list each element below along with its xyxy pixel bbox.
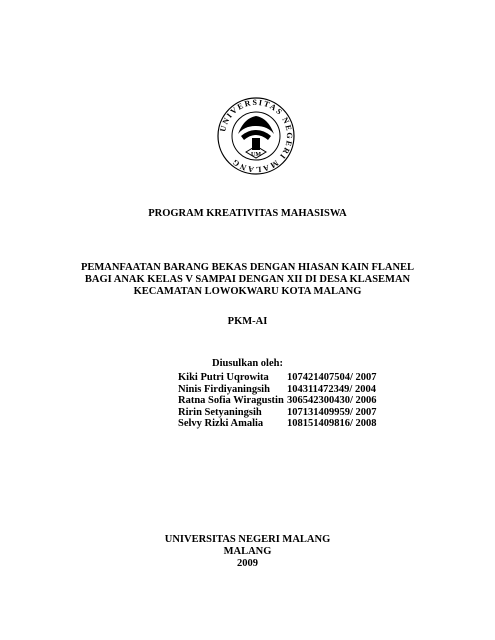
member-name: Ririn Setyaningsih (178, 406, 262, 418)
member-id: 104311472349/ 2004 (287, 383, 376, 395)
year: 2009 (237, 558, 258, 569)
university-seal-logo (216, 96, 296, 176)
pkm-category: PKM-AI (227, 316, 268, 327)
institution-name: UNIVERSITAS NEGERI MALANG (164, 534, 331, 545)
city-name: MALANG (223, 546, 272, 557)
member-name: Selvy Rizki Amalia (178, 418, 264, 429)
member-id: 107421407504/ 2007 (287, 372, 377, 383)
member-row (178, 395, 377, 407)
member-row (178, 407, 377, 419)
member-name: Ratna Sofia Wiragustin (178, 395, 284, 406)
program-title: PROGRAM KREATIVITAS MAHASISWA (148, 208, 347, 219)
svg-text:UNIVERSITAS NEGERI MALANG: UNIVERSITAS NEGERI MALANG (218, 97, 295, 175)
member-list (178, 372, 377, 430)
member-row (178, 372, 377, 384)
member-name: Kiki Putri Uqrowita (178, 372, 269, 383)
svg-text:UM: UM (251, 152, 261, 158)
member-id: 107131409959/ 2007 (287, 406, 377, 418)
research-title-line-1: PEMANFAATAN BARANG BEKAS DENGAN HIASAN KAIN FLANEL (80, 262, 415, 273)
member-id: 306542300430/ 2006 (287, 395, 377, 406)
proposed-by-label: Diusulkan oleh: (212, 358, 283, 369)
member-row (178, 418, 377, 430)
research-title-line-3: KECAMATAN LOWOKWARU KOTA MALANG (133, 286, 362, 297)
member-name: Ninis Firdiyaningsih (178, 383, 270, 395)
member-id: 108151409816/ 2008 (287, 418, 377, 429)
research-title-line-2: BAGI ANAK KELAS V SAMPAI DENGAN XII DI DESA KLASEMAN (84, 274, 411, 285)
member-row (178, 384, 377, 396)
